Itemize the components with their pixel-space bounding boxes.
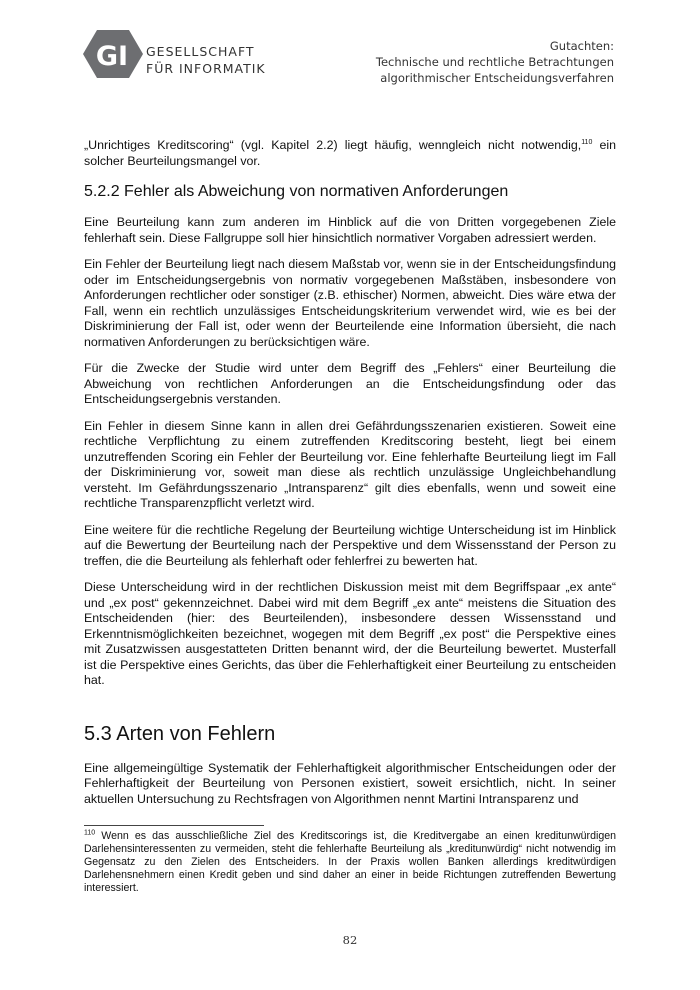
- page-number: 82: [342, 933, 358, 947]
- footnote-text: $^{110}$ Wenn es das ausschließliche Ziel des Kreditscorings ist, die Kreditvergabe an einen kreditunwürdigen Darlehensinteressenten zu vermeiden, steht die fehlerhafte Beurteilung als „kreditunwürdig“ nicht notwendig im Gegensatz zu den Zielen des Entscheiders. In der Praxis wollen Banken allerdings kreditwürdigen Darlehensnehmern einen Kredit geben und sind daher an einer in beide Richtungen zutreffenden Bewertung interessiert.: [84, 829, 616, 894]
- paragraph-5: Eine weitere für die rechtliche Regelung der Beurteilung wichtige Unterscheidung ist im Hinblick auf die Bewertung der Beurteilung nach der Perspektive und dem Wissensstand der Person zu treffen, die die Beurteilung als fehlerhaft oder fehlerfrei zu bewerten hat.: [84, 522, 616, 568]
- footnote-ref[interactable]: 110: [581, 138, 593, 146]
- paragraph-1: Eine Beurteilung kann zum anderen im Hinblick auf die von Dritten vorgegebenen Ziele fehlerhaft sein. Diese Fallgruppe soll hier hinsichtlich normativer Vorgaben adressiert werden.: [84, 215, 616, 245]
- title-line-3: algorithmischer Entscheidungsverfahren: [380, 71, 614, 85]
- gi-logo: [82, 28, 272, 80]
- logo-line-2: FÜR INFORMATIK: [146, 61, 266, 76]
- footnote-divider: [84, 825, 264, 826]
- title-line-2: Technische und rechtliche Betrachtungen: [375, 55, 614, 69]
- document-title: [376, 38, 614, 86]
- paragraph-4: Ein Fehler in diesem Sinne kann in allen drei Gefährdungsszenarien existieren. Soweit eine rechtliche Verpflichtung zu einem zutreffenden Kreditscoring besteht, liegt bei einem unzutreffenden Scoring ein Fehler der Beurteilung vor. Eine fehlerhafte Beurteilung liegt im Fall der Diskriminierung vor, soweit man diese als rechtlich unzulässige Ungleichbehandlung versteht. Im Gefährdungsszenario „Intransparenz“ gilt dies ebenfalls, wenn und soweit eine rechtliche Transparenzpflicht verletzt wird.: [84, 418, 616, 510]
- paragraph-7: Eine allgemeingültige Systematik der Fehlerhaftigkeit algorithmischer Entscheidungen oder der Fehlerhaftigkeit der Beurteilung von Personen existiert, soweit ersichtlich, nicht. In seiner aktuellen Untersuchung zu Rechtsfragen von Algorithmen nennt Martini Intransparenz und: [84, 760, 616, 806]
- logo-text: [146, 43, 266, 77]
- paragraph-2: Ein Fehler der Beurteilung liegt nach diesem Maßstab vor, wenn sie in der Entscheidungsfindung oder im Entscheidungsergebnis von normativ vorgegebenen Maßstäben, insbesondere von Anforderungen rechtlicher oder sonstiger (z.B. ethischer) Normen, abweicht. Dies wäre etwa der Fall, wenn ein rechtlich unzulässiges Entscheidungskriterium verwendet wird, wie es bei der Diskriminierung der Fall ist, oder wenn der Beurteilende eine Information übersieht, die nach normativen Anforderungen zu berücksichtigen wäre.: [84, 257, 616, 349]
- paragraph-intro: „Unrichtiges Kreditscoring“ (vgl. Kapitel 2.2) liegt häufig, wenngleich nicht notwendig,$^{110}$ ein solcher Beurteilungsmangel vor.: [84, 138, 617, 168]
- heading-5-2-2: 5.2.2 Fehler als Abweichung von normativen Anforderungen: [84, 183, 509, 200]
- paragraph-6: Diese Unterscheidung wird in der rechtlichen Diskussion meist mit dem Begriffspaar „ex ante“ und „ex post“ gekennzeichnet. Dabei wird mit dem Begriff „ex ante“ meistens die Situation des Entscheidenden (hier: des Beurteilenden), insbesondere dessen Wissensstand und Erkenntnismöglichkeiten bezeichnet, wogegen mit dem Begriff „ex post“ die Perspektive eines mit Zusatzwissen ausgestatteten Dritten benannt wird, der die Beurteilung bewertet. Musterfall ist die Perspektive eines Gerichts, das über die Fehlerhaftigkeit einer Beurteilung zu entscheiden hat.: [84, 580, 616, 687]
- heading-5-3: 5.3 Arten von Fehlern: [84, 722, 276, 745]
- logo-line-1: GESELLSCHAFT: [146, 44, 255, 59]
- footnote: [84, 825, 616, 895]
- footnote-number: 110: [84, 829, 96, 837]
- gi-logo-icon: [82, 28, 144, 80]
- paragraph-3: Für die Zwecke der Studie wird unter dem Begriff des „Fehlers“ einer Beurteilung die Abweichung von rechtlichen Anforderungen an die Entscheidungsfindung oder das Entscheidungsergebnis verstanden.: [84, 361, 616, 406]
- title-line-1: Gutachten:: [549, 39, 614, 53]
- page-content: [84, 138, 616, 818]
- logo-mark: GI: [95, 41, 129, 72]
